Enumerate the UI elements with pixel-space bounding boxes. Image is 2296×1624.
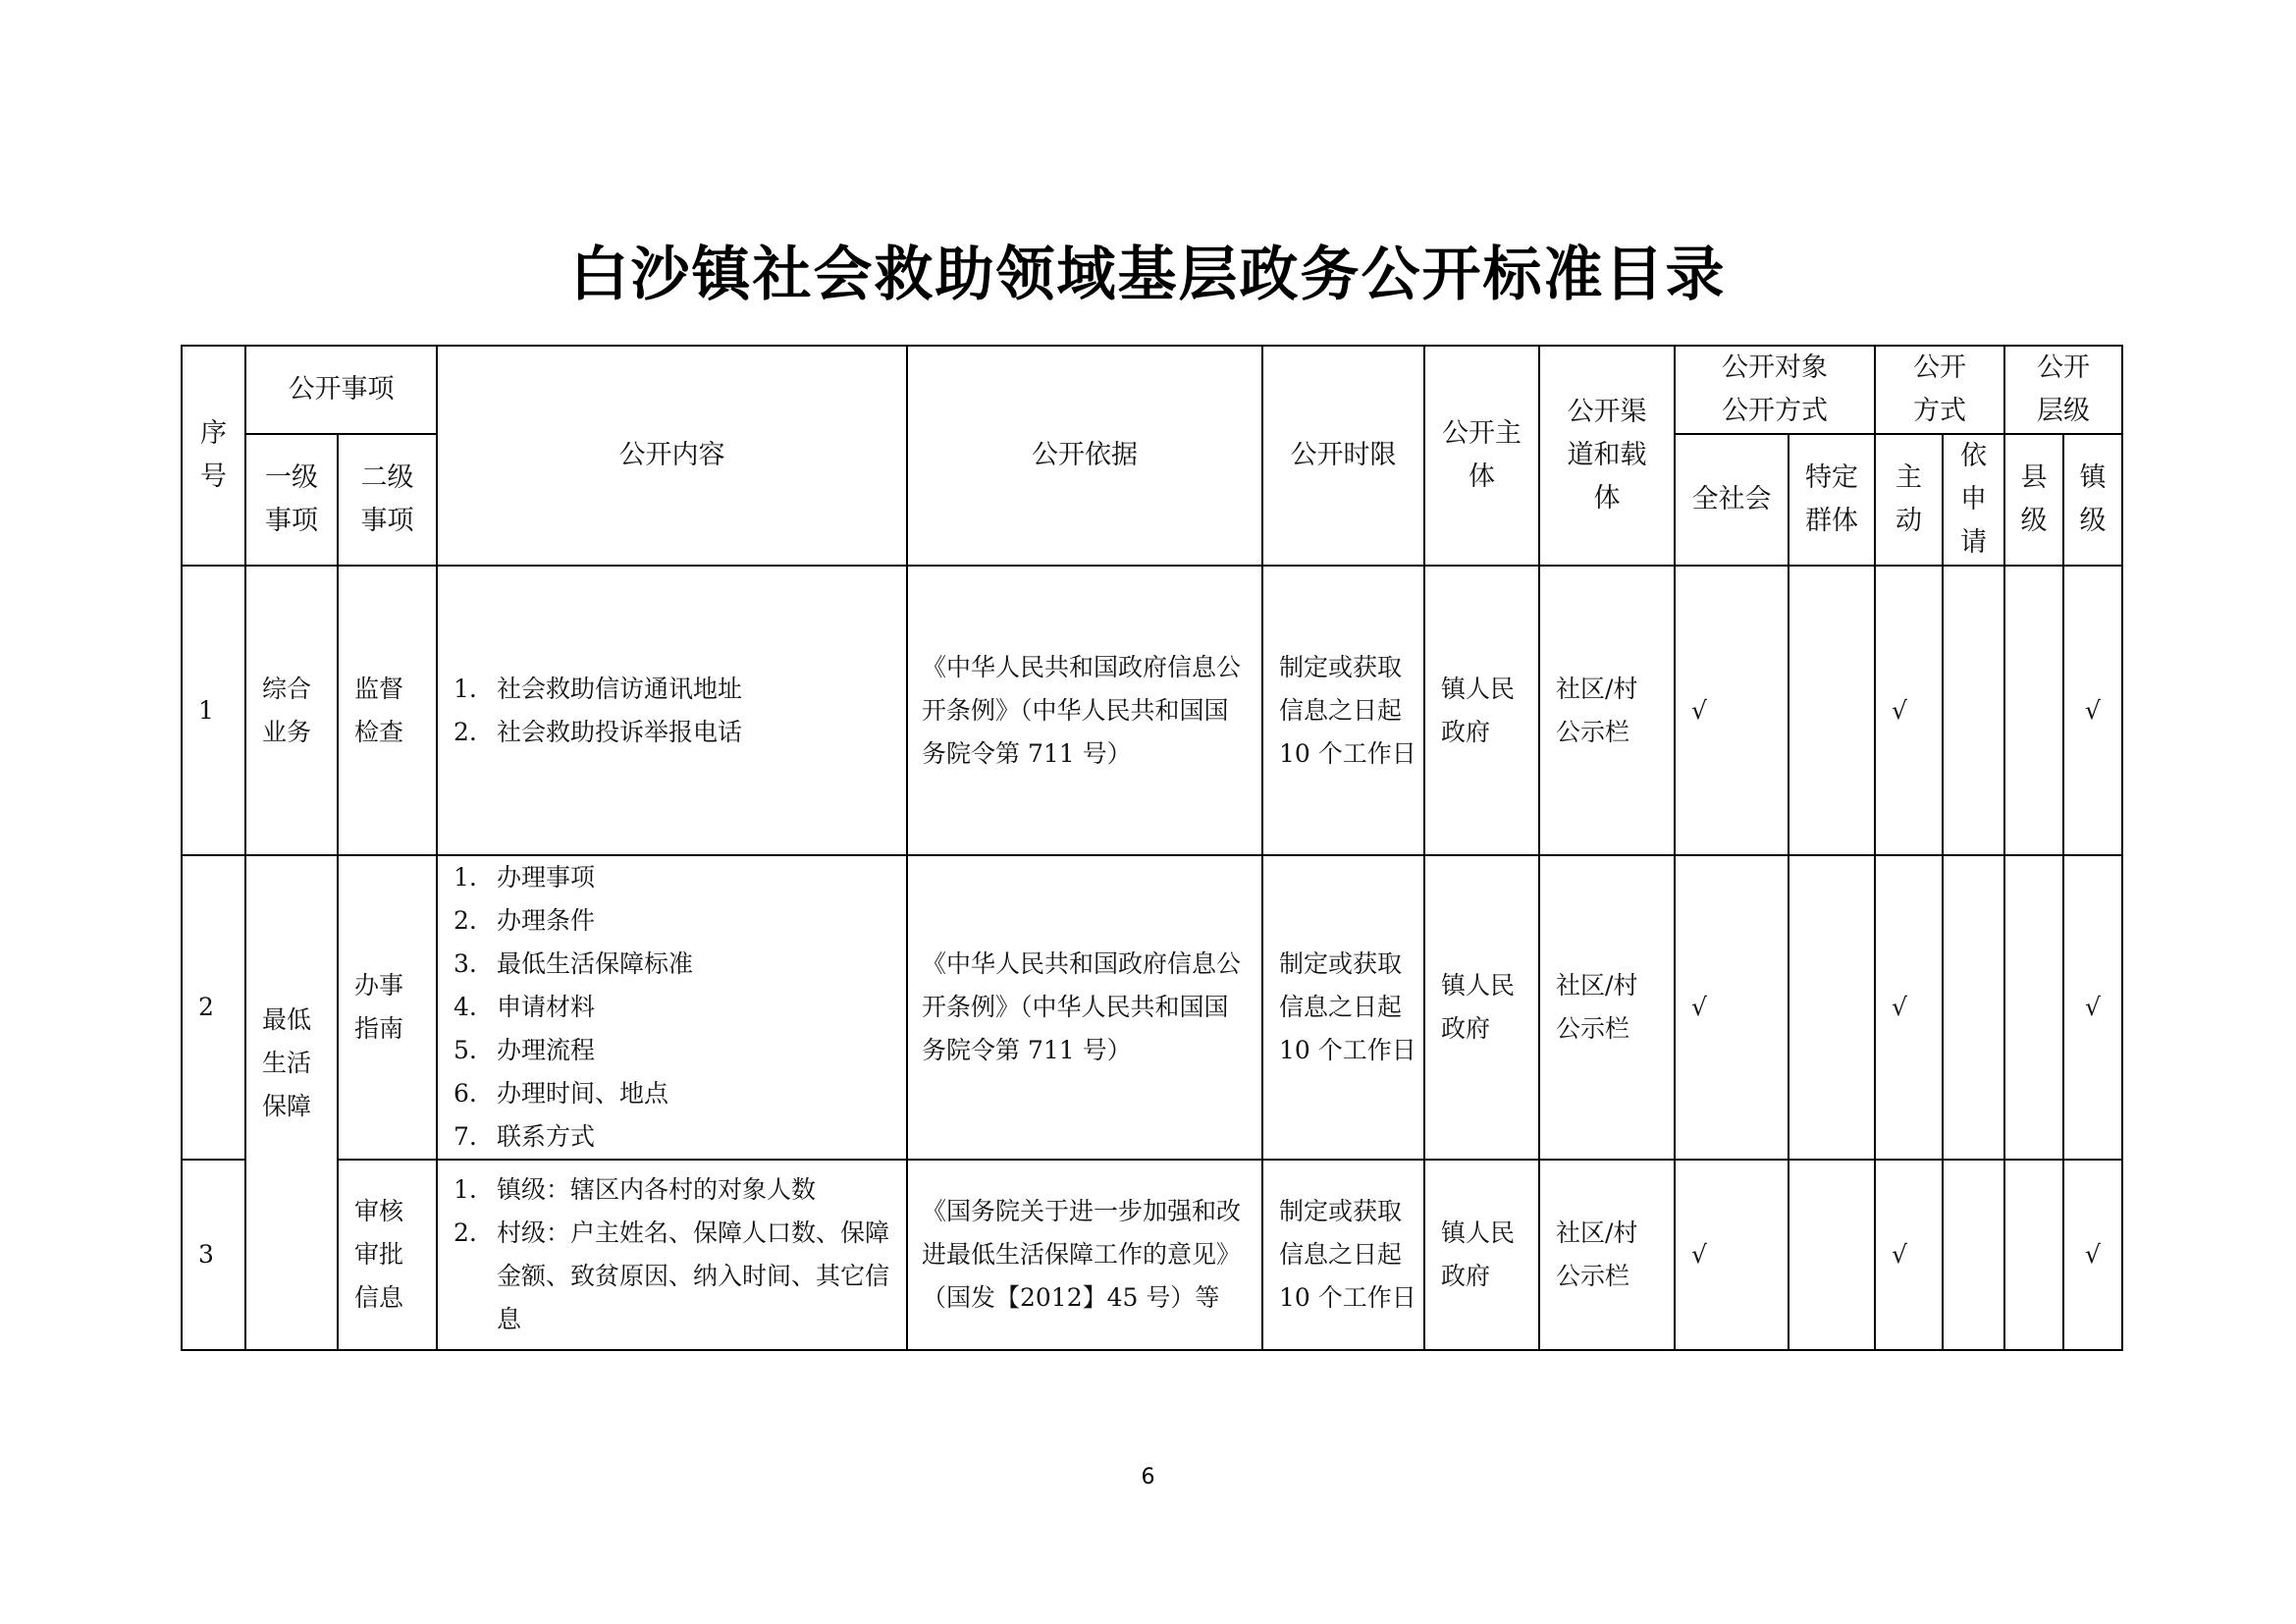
row-basis: 《国务院关于进一步加强和改进最低生活保障工作的意见》（国发【2012】45 号）等 <box>907 1160 1262 1350</box>
table-row <box>182 855 2122 1160</box>
row-subject: 镇人民政府 <box>1424 855 1539 1160</box>
row-active-check: √ <box>1875 566 1943 855</box>
content-item: 2. 办理条件 <box>454 906 596 935</box>
row-level2: 审核审批信息 <box>338 1160 437 1350</box>
page-number: 6 <box>1141 1465 1155 1489</box>
row-level2: 监督检查 <box>338 566 437 855</box>
row-level1: 综合业务 <box>245 566 338 855</box>
content-item: 7. 联系方式 <box>454 1122 596 1151</box>
row-county-check <box>2004 855 2063 1160</box>
content-item: 4. 申请材料 <box>454 993 596 1021</box>
row-whole-society-check: √ <box>1675 1160 1789 1350</box>
content-item: 1. 办理事项 <box>454 863 596 892</box>
content-item: 3. 最低生活保障标准 <box>454 949 694 978</box>
row-level1: 最低生活保障 <box>245 855 338 1350</box>
content-item: 5. 办理流程 <box>454 1036 596 1064</box>
row-on-request-check <box>1943 855 2004 1160</box>
header-target-group: 公开对象公开方式 <box>1675 346 1875 434</box>
content-item: 2. 社会救助投诉举报电话 <box>454 717 743 746</box>
row-specific-group-check <box>1789 1160 1875 1350</box>
row-seq: 3 <box>182 1160 245 1350</box>
row-town-check: √ <box>2063 1160 2122 1350</box>
row-subject: 镇人民政府 <box>1424 1160 1539 1350</box>
header-active: 主动 <box>1875 434 1943 566</box>
row-active-check: √ <box>1875 855 1943 1160</box>
header-county: 县级 <box>2004 434 2063 566</box>
header-level-group: 公开层级 <box>2004 346 2122 434</box>
page-title: 白沙镇社会救助领域基层政务公开标准目录 <box>569 241 1727 309</box>
header-channel: 公开渠道和载体 <box>1539 346 1675 566</box>
row-content <box>437 566 907 855</box>
row-time-limit: 制定或获取信息之日起 10 个工作日 <box>1262 566 1424 855</box>
row-town-check: √ <box>2063 855 2122 1160</box>
row-level2: 办事指南 <box>338 855 437 1160</box>
header-item-group: 公开事项 <box>245 346 437 434</box>
header-content: 公开内容 <box>437 346 907 566</box>
row-specific-group-check <box>1789 855 1875 1160</box>
header-row-1 <box>182 346 2122 434</box>
content-item: 6. 办理时间、地点 <box>454 1079 669 1108</box>
header-seq: 序号 <box>182 346 245 566</box>
row-county-check <box>2004 1160 2063 1350</box>
row-specific-group-check <box>1789 566 1875 855</box>
table-row <box>182 566 2122 855</box>
row-basis: 《中华人民共和国政府信息公开条例》（中华人民共和国国务院令第 711 号） <box>907 566 1262 855</box>
row-on-request-check <box>1943 566 2004 855</box>
content-item: 2. 村级：户主姓名、保障人口数、保障金额、致贫原因、纳入时间、其它信息 <box>454 1218 890 1333</box>
row-seq: 1 <box>182 566 245 855</box>
header-basis: 公开依据 <box>907 346 1262 566</box>
header-mode-group: 公开方式 <box>1875 346 2004 434</box>
header-level2: 二级事项 <box>338 434 437 566</box>
row-seq: 2 <box>182 855 245 1160</box>
header-subject: 公开主体 <box>1424 346 1539 566</box>
content-item: 1. 社会救助信访通讯地址 <box>454 674 743 703</box>
row-subject: 镇人民政府 <box>1424 566 1539 855</box>
header-time-limit: 公开时限 <box>1262 346 1424 566</box>
row-time-limit: 制定或获取信息之日起 10 个工作日 <box>1262 855 1424 1160</box>
header-on-request: 依申请 <box>1943 434 2004 566</box>
header-specific-group: 特定群体 <box>1789 434 1875 566</box>
header-town: 镇级 <box>2063 434 2122 566</box>
row-basis: 《中华人民共和国政府信息公开条例》（中华人民共和国国务院令第 711 号） <box>907 855 1262 1160</box>
row-town-check: √ <box>2063 566 2122 855</box>
row-active-check: √ <box>1875 1160 1943 1350</box>
table-row <box>182 1160 2122 1350</box>
row-channel: 社区/村公示栏 <box>1539 855 1675 1160</box>
header-level1: 一级事项 <box>245 434 338 566</box>
row-content <box>437 1160 907 1350</box>
row-on-request-check <box>1943 1160 2004 1350</box>
row-channel: 社区/村公示栏 <box>1539 1160 1675 1350</box>
row-whole-society-check: √ <box>1675 566 1789 855</box>
content-item: 1. 镇级：辖区内各村的对象人数 <box>454 1175 817 1204</box>
row-time-limit: 制定或获取信息之日起 10 个工作日 <box>1262 1160 1424 1350</box>
header-whole-society: 全社会 <box>1675 434 1789 566</box>
catalog-table <box>181 345 2123 1351</box>
row-content <box>437 855 907 1160</box>
row-channel: 社区/村公示栏 <box>1539 566 1675 855</box>
row-whole-society-check: √ <box>1675 855 1789 1160</box>
row-county-check <box>2004 566 2063 855</box>
